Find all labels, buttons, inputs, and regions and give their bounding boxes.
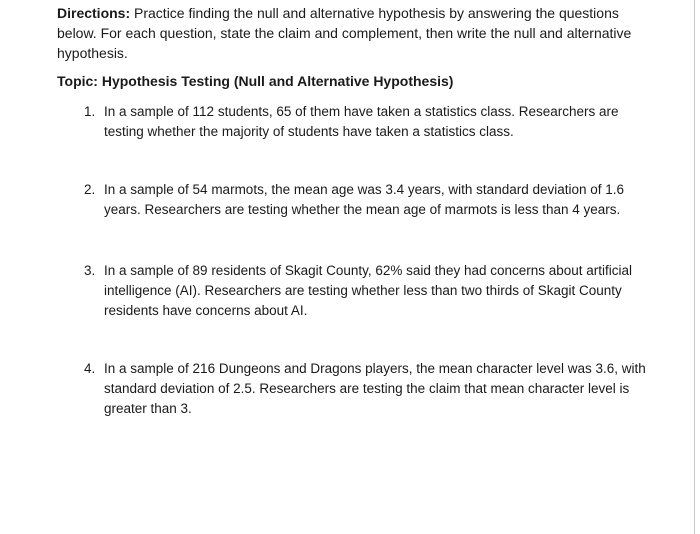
question-text: In a sample of 89 residents of Skagit County, 62% said they had concerns about artificial intelligence (AI). Researchers are testing whether less than two thirds of Skagit County residents have concerns about AI.	[104, 263, 633, 318]
question-text: In a sample of 112 students, 65 of them have taken a statistics class. Researchers are testing whether the majority of students have taken a statistics class.	[104, 104, 619, 139]
question-number: 1.	[84, 104, 96, 119]
directions-label: Directions:	[57, 5, 131, 21]
question-number: 2.	[84, 182, 96, 197]
topic-heading: Topic: Hypothesis Testing (Null and Alternative Hypothesis)	[57, 73, 454, 89]
question-number: 3.	[84, 263, 96, 278]
directions-text: Practice finding the null and alternative hypothesis by answering the questions below. For each question, state the claim and complement, then write the null and alternative hypothesis.	[57, 5, 632, 61]
question-item	[84, 359, 650, 419]
question-number: 4.	[84, 361, 96, 376]
question-text: In a sample of 54 marmots, the mean age was 3.4 years, with standard deviation of 1.6 years. Researchers are testing whether the mean age of marmots is less than 4 years.	[104, 182, 625, 217]
question-item	[84, 180, 650, 220]
directions-paragraph	[57, 3, 647, 63]
question-item	[84, 102, 650, 142]
question-item	[84, 261, 650, 321]
question-text: In a sample of 216 Dungeons and Dragons players, the mean character level was 3.6, with standard deviation of 2.5. Researchers are testing the claim that mean character level is greater than 3.	[104, 361, 646, 416]
page-edge-divider	[694, 0, 695, 534]
